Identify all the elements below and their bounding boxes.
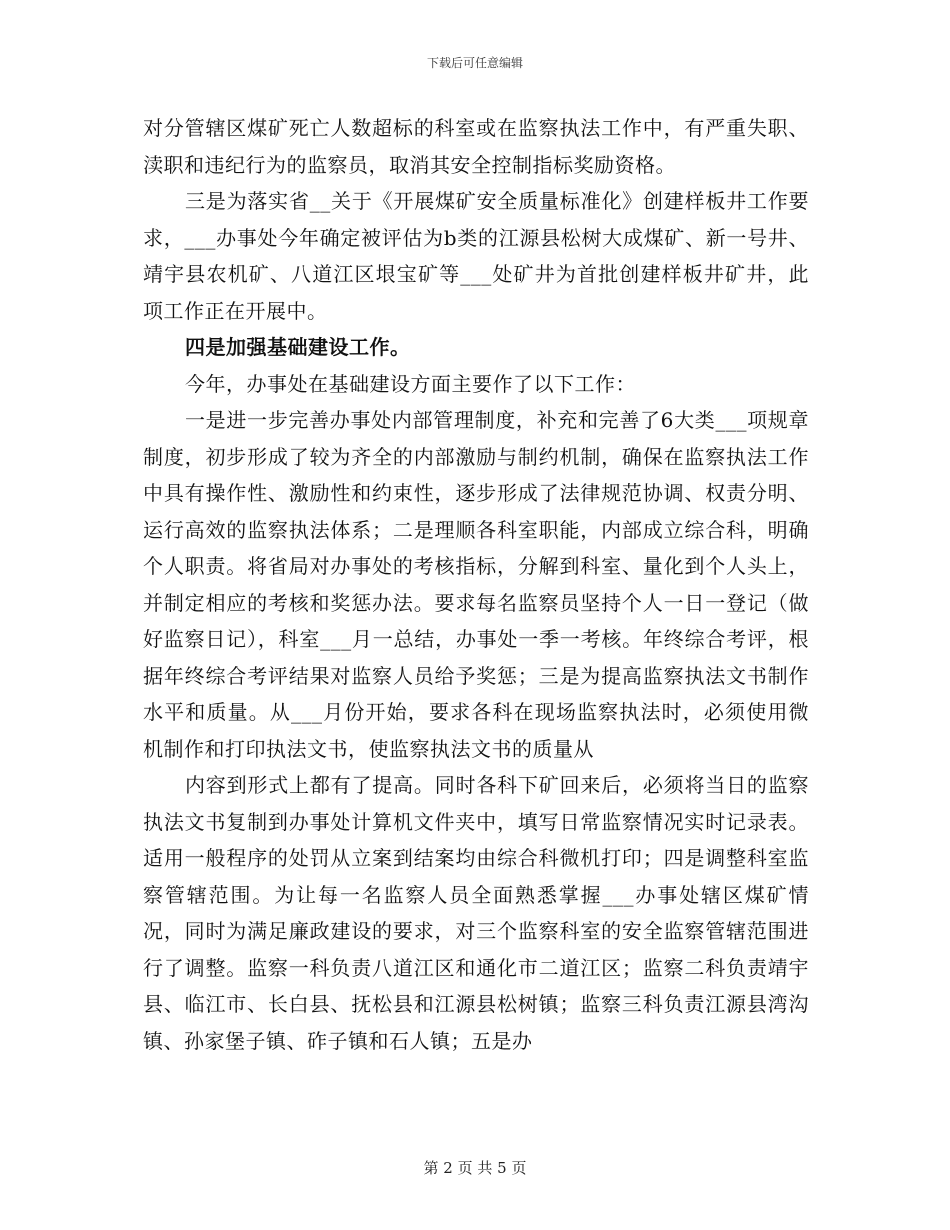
page-number: 第 2 页 共 5 页 bbox=[423, 1159, 527, 1177]
paragraph-2: 三是为落实省__关于《开展煤矿安全质量标准化》创建样板井工作要求，___办事处今年确定被评估为b类的江源县松树大成煤矿、新一号井、靖宇县农机矿、八道江区垠宝矿等___处矿井为首批创建样板井矿井，此项工作正在开展中。 bbox=[143, 189, 809, 323]
paragraph-4: 一是进一步完善办事处内部管理制度，补充和完善了6大类___项规章制度，初步形成了较为齐全的内部激励与制约机制，确保在监察执法工作中具有操作性、激励性和约束性，逐步形成了法律规范协调、权责分明、运行高效的监察执法体系；二是理顺各科室职能，内部成立综合科，明确个人职责。将省局对办事处的考核指标，分解到科室、量化到个人头上，并制定相应的考核和奖惩办法。要求每名监察员坚持个人一日一登记（做好监察日记），科室___月一总结，办事处一季一考核。年终综合考评，根据年终综合考评结果对监察人员给予奖惩；三是为提高监察执法文书制作水平和质量。从___月份开始，要求各科在现场监察执法时，必须使用微机制作和打印执法文书，使监察执法文书的质量从 bbox=[143, 408, 809, 761]
paragraph-3: 今年，办事处在基础建设方面主要作了以下工作： bbox=[185, 371, 636, 396]
document-body bbox=[143, 110, 809, 1059]
page-header-note: 下载后可任意编辑 bbox=[426, 56, 523, 70]
paragraph-1: 对分管辖区煤矿死亡人数超标的科室或在监察执法工作中，有严重失职、渎职和违纪行为的监察员，取消其安全控制指标奖励资格。 bbox=[143, 116, 809, 177]
section-heading: 四是加强基础建设工作。 bbox=[185, 335, 411, 359]
paragraph-5: 内容到形式上都有了提高。同时各科下矿回来后，必须将当日的监察执法文书复制到办事处计算机文件夹中，填写日常监察情况实时记录表。适用一般程序的处罚从立案到结案均由综合科微机打印；四是调整科室监察管辖范围。为让每一名监察人员全面熟悉掌握___办事处辖区煤矿情况，同时为满足廉政建设的要求，对三个监察科室的安全监察管辖范围进行了调整。监察一科负责八道江区和通化市二道江区；监察二科负责靖宇县、临江市、长白县、抚松县和江源县松树镇；监察三科负责江源县湾沟镇、孙家堡子镇、砟子镇和石人镇；五是办 bbox=[143, 773, 809, 1053]
